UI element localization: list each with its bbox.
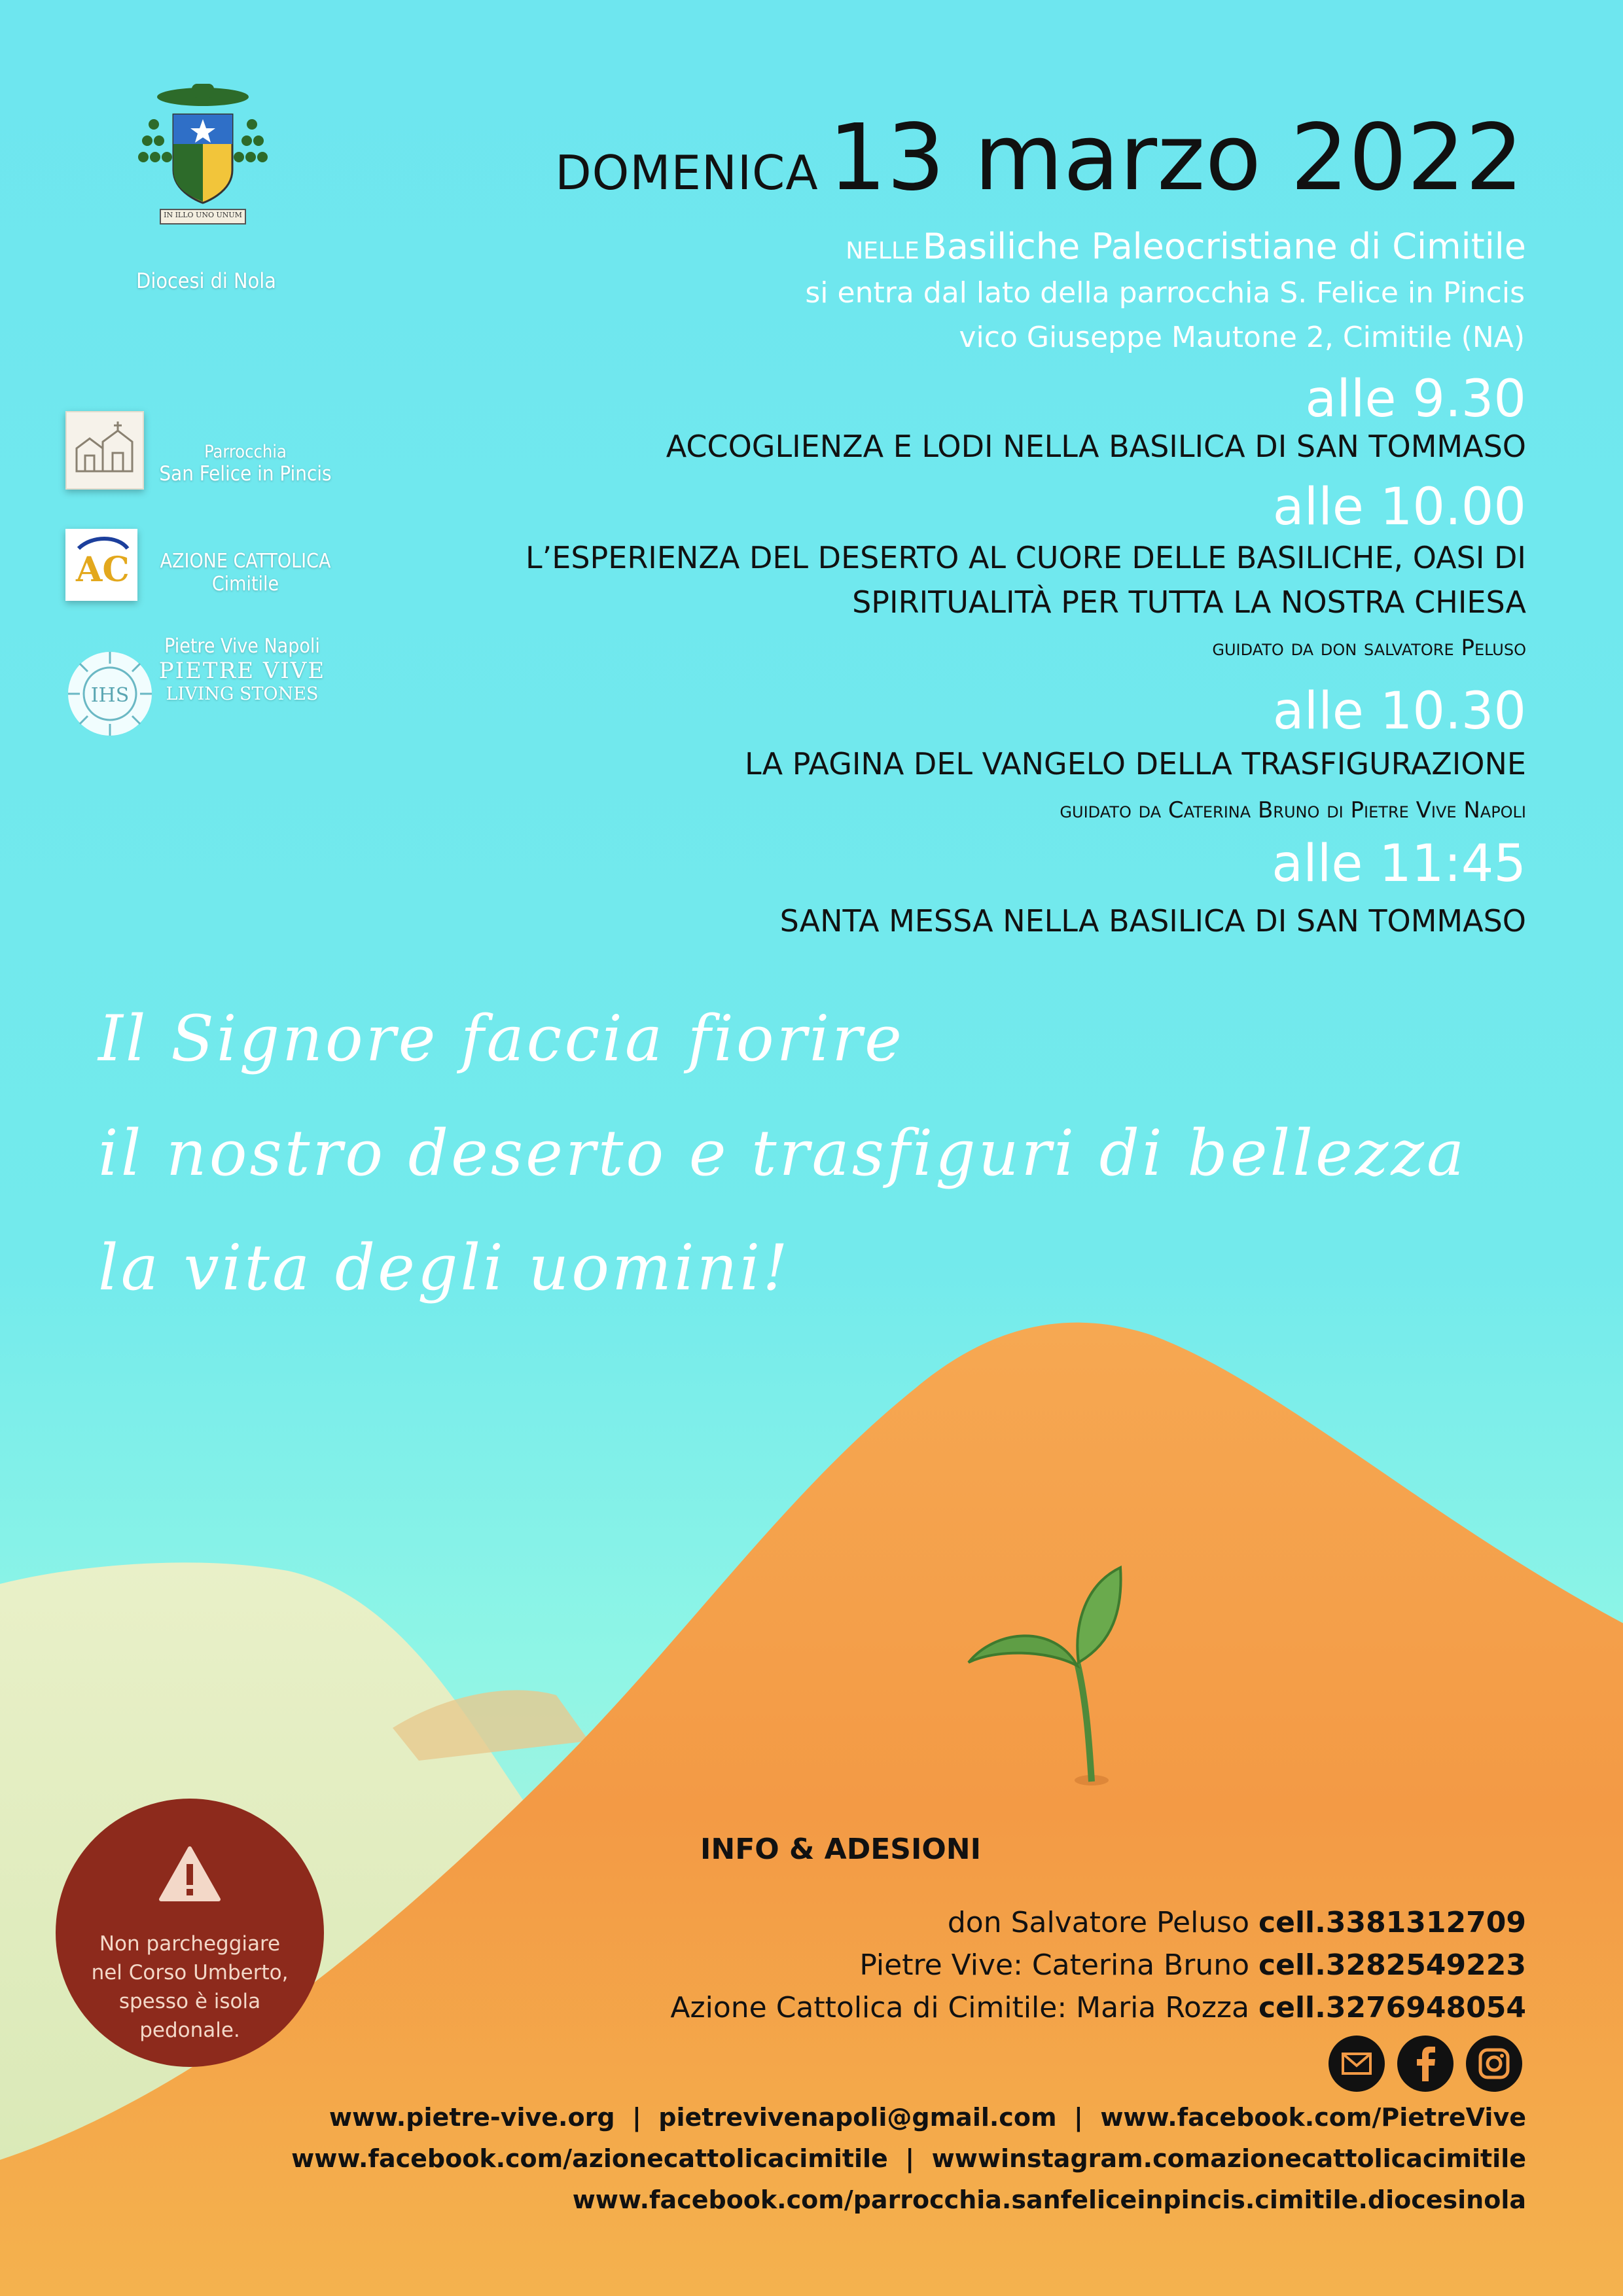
program-guide-3: guidato da Caterina Bruno di Pietre Vive Napoli [1060, 797, 1526, 823]
program-time-4: alle 11:45 [1272, 834, 1526, 893]
contact-name: Azione Cattolica di Cimitile: Maria Rozza [670, 1991, 1250, 2024]
venue-name: Basiliche Paleocristiane di Cimitile [922, 226, 1526, 267]
program-event-2-line2: SPIRITUALITÀ PER TUTTA LA NOSTRA CHIESA [852, 584, 1526, 620]
facebook-icon[interactable] [1397, 2036, 1454, 2092]
contact-row-2 [859, 1948, 1526, 1982]
parish-label [151, 442, 340, 486]
contact-row-1 [948, 1906, 1526, 1939]
azione-cattolica-label-line1: AZIONE CATTOLICA [160, 550, 331, 573]
pietre-vive-label-line3: LIVING STONES [166, 684, 319, 704]
diocese-coat-of-arms [134, 79, 272, 249]
info-title: INFO & ADESIONI [700, 1833, 981, 1866]
ac-logo-text: AC [76, 550, 130, 590]
parish-label-line2: San Felice in Pincis [159, 462, 332, 486]
church-icon [67, 412, 143, 488]
event-date-value: 13 marzo 2022 [828, 105, 1524, 211]
program-time-2: alle 10.00 [1272, 478, 1526, 537]
parish-logo [65, 411, 144, 490]
program-time-1: alle 9.30 [1305, 370, 1526, 429]
contact-phone[interactable]: cell.3282549223 [1258, 1948, 1526, 1982]
venue-line [846, 226, 1526, 267]
quote-line-3: la vita degli uomini! [98, 1231, 791, 1304]
event-date [555, 105, 1524, 211]
contact-name: Pietre Vive: Caterina Bruno [859, 1948, 1250, 1982]
parking-warning-badge [56, 1799, 324, 2067]
program-event-1: ACCOGLIENZA E LODI NELLA BASILICA DI SAN TOMMASO [666, 429, 1526, 464]
program-event-2-line1: L’ESPERIENZA DEL DESERTO AL CUORE DELLE BASILICHE, OASI DI [526, 540, 1526, 575]
parking-warning-text: Non parcheggiare nel Corso Umberto, spesso è isola pedonale. [91, 1932, 289, 2042]
contact-row-3 [670, 1991, 1526, 2024]
venue-address: vico Giuseppe Mautone 2, Cimitile (NA) [959, 321, 1525, 354]
warning-triangle-icon [157, 1844, 223, 1903]
pietre-vive-logo [65, 649, 154, 738]
ihs-logo-text: IHS [90, 684, 130, 707]
mail-icon[interactable] [1329, 2036, 1385, 2092]
venue-entry: si entra dal lato della parrocchia S. Felice in Pincis [805, 276, 1525, 310]
quote-line-2: il nostro deserto e trasfiguri di bellezza [98, 1117, 1467, 1190]
azione-cattolica-logo [65, 529, 137, 601]
event-day: DOMENICA [555, 145, 819, 200]
ihs-sun-icon [65, 649, 154, 738]
azione-cattolica-label [147, 550, 344, 596]
links-line-2[interactable]: www.facebook.com/azionecattolicacimitile | wwwinstagram.comazionecattolicacimitile [291, 2144, 1526, 2173]
program-event-3: LA PAGINA DEL VANGELO DELLA TRASFIGURAZIONE [744, 746, 1526, 781]
links-line-3[interactable]: www.facebook.com/parrocchia.sanfeliceinpincis.cimitile.diocesinola [572, 2185, 1526, 2214]
diocese-motto: IN ILLO UNO UNUM [164, 211, 242, 219]
pietre-vive-label [157, 635, 327, 704]
ac-logo-icon [65, 529, 137, 601]
quote-line-1: Il Signore faccia fiorire [98, 1002, 904, 1075]
program-event-4: SANTA MESSA NELLA BASILICA DI SAN TOMMASO [779, 903, 1526, 939]
venue-prefix: NELLE [846, 238, 919, 264]
contact-name: don Salvatore Peluso [947, 1906, 1250, 1939]
contact-phone[interactable]: cell.3381312709 [1258, 1906, 1526, 1939]
contact-phone[interactable]: cell.3276948054 [1258, 1991, 1526, 2024]
program-guide-2: guidato da don salvatore Peluso [1212, 635, 1526, 661]
blessing-quote [98, 982, 1467, 1325]
instagram-icon[interactable] [1466, 2036, 1522, 2092]
azione-cattolica-label-line2: Cimitile [211, 573, 279, 596]
parish-label-line1: Parrocchia [204, 442, 287, 462]
program-time-3: alle 10.30 [1272, 682, 1526, 741]
pietre-vive-label-line1: Pietre Vive Napoli [164, 635, 320, 658]
links-line-1[interactable]: www.pietre-vive.org | pietrevivenapoli@gmail.com | www.facebook.com/PietreVive [329, 2103, 1526, 2132]
pietre-vive-label-line2: PIETRE VIVE [158, 658, 326, 684]
diocese-label: Diocesi di Nola [136, 268, 276, 293]
